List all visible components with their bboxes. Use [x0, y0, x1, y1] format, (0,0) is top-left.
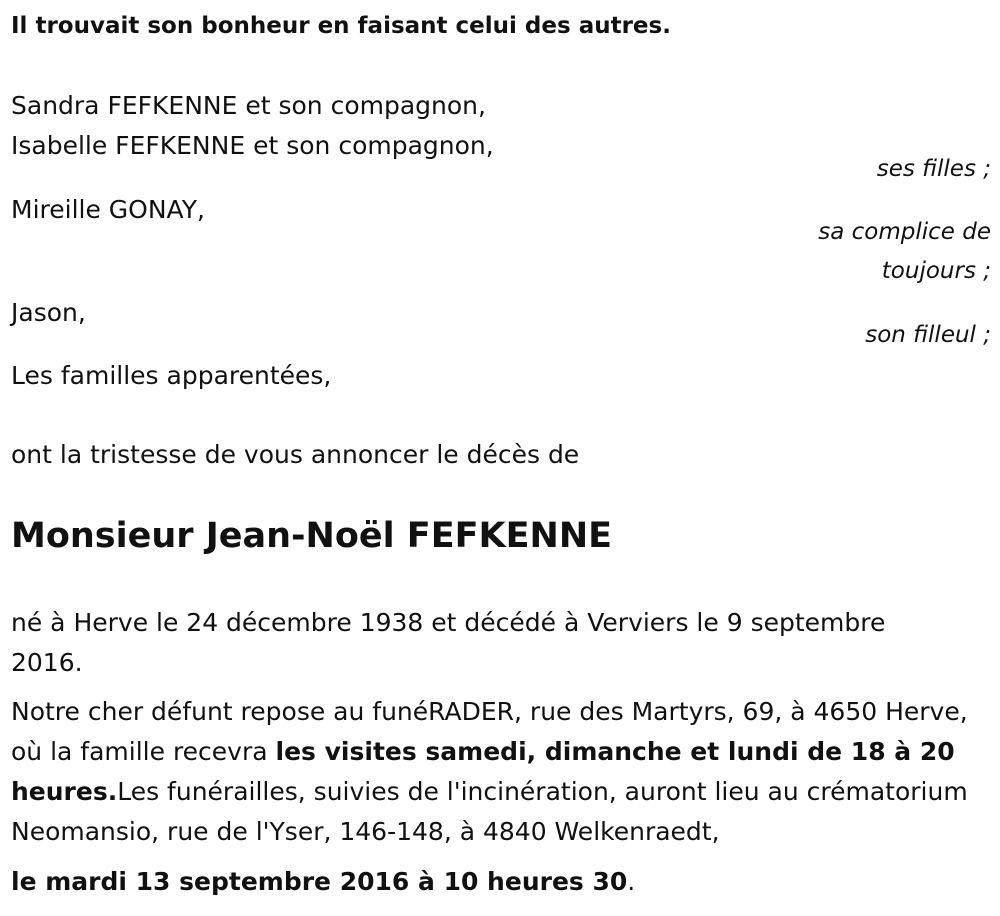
godson-role: son filleul ;: [865, 322, 991, 348]
companion-role-line-1: sa complice de: [818, 219, 991, 245]
motto: Il trouvait son bonheur en faisant celui des autres.: [11, 13, 671, 39]
companion-role-line-2: toujours ;: [881, 258, 991, 284]
deceased-name: Monsieur Jean-Noël FEFKENNE: [11, 516, 613, 556]
visiting-hours: les visites samedi, dimanche et lundi de 18 à 20 heures.: [11, 737, 955, 806]
family-relatives: Les familles apparentées,: [11, 361, 332, 390]
ceremony-end: .: [627, 867, 636, 896]
ceremony-date: le mardi 13 septembre 2016 à 10 heures 30: [11, 867, 628, 896]
family-member-godson: Jason,: [11, 298, 86, 327]
funeral-details: [11, 692, 991, 852]
rest-location-text: Notre cher défunt repose au funéRADER, rue des Martyrs, 69, à 4650 Herve, où la famille recevra: [11, 697, 968, 766]
birth-death-line-1: né à Herve le 24 décembre 1938 et décédé à Verviers le 9 septembre: [11, 608, 886, 637]
birth-death-line-2: 2016.: [11, 648, 83, 677]
family-member-daughter-2: Isabelle FEFKENNE et son compagnon,: [11, 131, 494, 160]
daughters-role: ses filles ;: [876, 156, 991, 182]
family-member-daughter-1: Sandra FEFKENNE et son compagnon,: [11, 91, 486, 120]
ceremony-line: [11, 862, 991, 902]
family-member-companion: Mireille GONAY,: [11, 195, 205, 224]
funeral-info: Les funérailles, suivies de l'incinération, auront lieu au crématorium Neomansio, rue de l'Yser, 146-148, à 4840 Welkenraedt,: [11, 777, 968, 846]
announcement: ont la tristesse de vous annoncer le décès de: [11, 440, 580, 469]
